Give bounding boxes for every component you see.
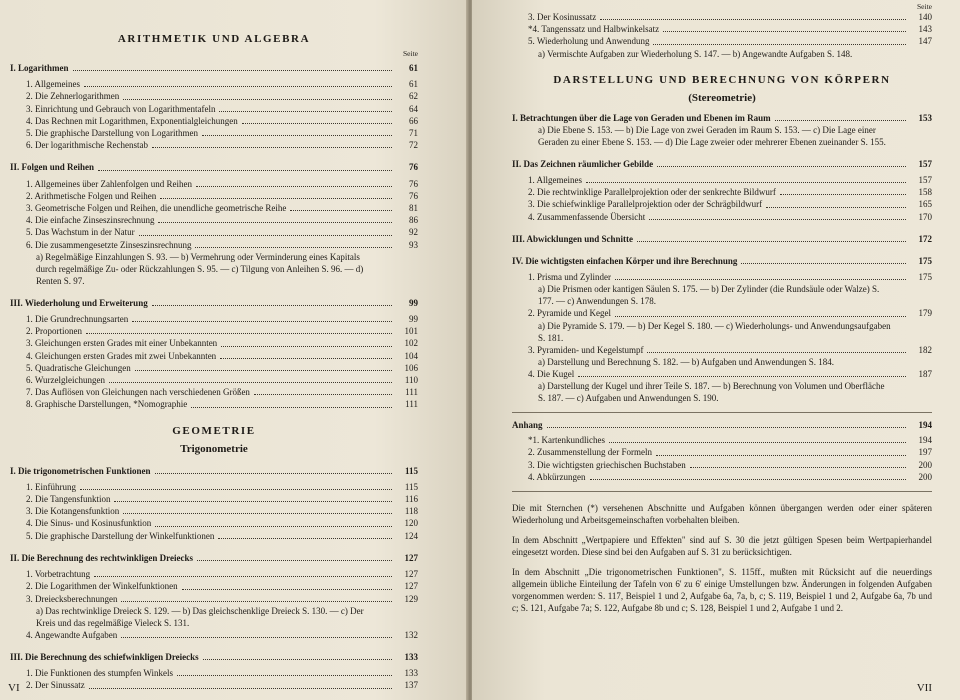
toc-entry-title: 1. Allgemeines über Zahlenfolgen und Reihen — [26, 178, 192, 189]
dot-leader — [653, 44, 906, 45]
dot-leader — [197, 560, 392, 561]
page-number: 62 — [409, 91, 418, 102]
toc-chapter-title: I. Betrachtungen über die Lage von Geraden und Ebenen im Raum — [512, 112, 771, 123]
toc-entry-title: 2. Pyramide und Kegel — [528, 308, 611, 319]
page-number: 143 — [918, 24, 932, 35]
dot-leader — [780, 194, 906, 195]
page-number: 172 — [918, 233, 932, 244]
page-number: 120 — [404, 518, 418, 529]
toc-entry — [10, 313, 418, 325]
dot-leader — [586, 182, 906, 183]
toc-chapter-title: III. Wiederholung und Erweiterung — [10, 297, 148, 308]
toc-entry — [10, 667, 418, 679]
toc-entry — [512, 271, 932, 283]
toc-entry-title: 5. Quadratische Gleichungen — [26, 362, 131, 373]
toc-chapter — [10, 651, 418, 663]
toc-chapter — [10, 297, 418, 309]
toc-entry — [10, 374, 418, 386]
dot-leader — [578, 376, 906, 377]
toc-entry-title: 4. Das Rechnen mit Logarithmen, Exponentialgleichungen — [26, 115, 238, 126]
page-number: 81 — [409, 203, 418, 214]
dot-leader — [132, 321, 392, 322]
toc-entry-title: 1. Allgemeines — [528, 175, 582, 186]
arithmetik-toc — [10, 58, 418, 411]
dot-leader — [656, 455, 906, 456]
page-number: 111 — [405, 387, 418, 398]
dot-leader — [590, 479, 907, 480]
toc-entry — [10, 593, 418, 605]
toc-entry-title: 3. Die schiefwinklige Parallelprojektion oder der Schrägbildwurf — [528, 199, 763, 210]
toc-entry-title: 5. Wiederholung und Anwendung — [528, 36, 650, 47]
toc-entry — [512, 35, 932, 47]
toc-entry — [10, 127, 418, 139]
toc-entry-title: 1. Vorbetrachtung — [26, 569, 91, 580]
toc-entry-title: 1. Die Funktionen des stumpfen Winkels — [26, 668, 173, 679]
dot-leader — [177, 675, 392, 676]
page-number: 200 — [918, 459, 932, 470]
dot-leader — [155, 473, 393, 474]
toc-entry — [10, 350, 418, 362]
toc-chapter-title: IV. Die wichtigsten einfachen Körper und ihre Berechnung — [512, 256, 738, 267]
toc-entry — [10, 398, 418, 410]
dot-leader — [649, 219, 906, 220]
toc-entry-title: 4. Gleichungen ersten Grades mit zwei Unbekannten — [26, 350, 217, 361]
toc-entry — [10, 568, 418, 580]
page-number: 93 — [409, 239, 418, 250]
toc-entry-title: 3. Gleichungen ersten Grades mit einer Unbekannten — [26, 338, 218, 349]
page-number: 175 — [918, 272, 932, 283]
dot-leader — [254, 394, 392, 395]
toc-chapter — [10, 552, 418, 564]
dot-leader — [202, 135, 392, 136]
toc-entry-title: 6. Der logarithmische Rechenstab — [26, 140, 148, 151]
page-number: 61 — [409, 79, 418, 90]
note-paragraph: In dem Abschnitt „Wertpapiere und Effekten" sind auf S. 30 die jetzt gültigen Spesen beim Wertpapierhandel eingesetzt worden. Diese sind bei den Aufgaben auf S. 31 zu berücksichtigen. — [512, 535, 932, 558]
page-number: 86 — [409, 215, 418, 226]
dot-leader — [152, 305, 392, 306]
toc-entry-title: 4. Zusammenfassende Übersicht — [528, 211, 646, 222]
page-number: 197 — [918, 447, 932, 458]
toc-entry — [512, 307, 932, 319]
dot-leader — [242, 123, 392, 124]
page-number: 111 — [405, 399, 418, 410]
toc-subnote: a) Darstellung und Berechnung S. 182. — b) Aufgaben und Anwendungen S. 184. — [538, 356, 834, 367]
toc-entry — [10, 214, 418, 226]
toc-chapter — [512, 158, 932, 170]
toc-entry — [512, 368, 932, 380]
dot-leader — [84, 86, 392, 87]
toc-entry — [10, 115, 418, 127]
dot-leader — [615, 279, 906, 280]
toc-subnote: a) Die Ebene S. 153. — b) Die Lage von zwei Geraden im Raum S. 153. — c) Die Lage einer Geraden zu einer Ebene S. 153. — d) Die Lage zweier oder mehrerer Ebenen zueinander S. 155. — [538, 124, 886, 147]
toc-subnote: a) Darstellung der Kugel und ihrer Teile S. 187. — b) Berechnung von Volumen und Oberfläche S. 187. — c) Aufgaben und Anwendungen S. 190. — [538, 381, 885, 404]
toc-entry — [512, 23, 932, 35]
dot-leader — [637, 241, 906, 242]
dot-leader — [615, 316, 906, 317]
page-number: 99 — [409, 314, 418, 325]
page-number: 194 — [918, 435, 932, 446]
toc-entry-title: 3. Der Kosinussatz — [528, 12, 597, 22]
toc-entry — [512, 11, 932, 23]
dot-leader — [73, 70, 393, 71]
toc-entry-title: 3. Einrichtung und Gebrauch von Logarithmentafeln — [26, 103, 216, 114]
toc-entry-title: 4. Die Kugel — [528, 368, 575, 379]
toc-entry-title: 4. Angewandte Aufgaben — [26, 629, 118, 640]
geometrie-heading: GEOMETRIE — [172, 424, 256, 437]
toc-entry-title: 1. Allgemeines — [26, 79, 80, 90]
stereometrie-toc — [512, 108, 932, 404]
toc-entry — [10, 493, 418, 505]
dot-leader — [195, 247, 392, 248]
toc-chapter — [512, 419, 932, 431]
seite-label-right: Seite — [917, 2, 932, 11]
page-number: 129 — [404, 593, 418, 604]
toc-chapter-title: III. Abwicklungen und Schnitte — [512, 233, 634, 244]
toc-chapter-title: II. Folgen und Reihen — [10, 162, 95, 173]
toc-entry — [10, 580, 418, 592]
toc-entry — [10, 239, 418, 251]
geometrie-toc — [10, 461, 418, 692]
dot-leader — [123, 99, 392, 100]
toc-chapter — [512, 255, 932, 267]
page-number: 200 — [918, 471, 932, 482]
notes-block — [512, 491, 932, 614]
anhang-toc — [512, 412, 932, 483]
page-number: 76 — [409, 178, 418, 189]
toc-entry — [10, 325, 418, 337]
toc-entry — [10, 505, 418, 517]
right-page — [472, 0, 960, 700]
toc-chapter-title: I. Die trigonometrischen Funktionen — [10, 465, 151, 476]
page-number: 165 — [918, 199, 932, 210]
page-number: 64 — [409, 103, 418, 114]
toc-chapter-title: II. Das Zeichnen räumlicher Gebilde — [512, 158, 654, 169]
page-number: 187 — [918, 368, 932, 379]
page-number: 158 — [918, 187, 932, 198]
dot-leader — [139, 235, 392, 236]
toc-chapter — [10, 62, 418, 74]
toc-entry-title: 2. Die Logarithmen der Winkelfunktionen — [26, 581, 178, 592]
dot-leader — [690, 467, 906, 468]
stereometrie-subheading: (Stereometrie) — [688, 91, 756, 104]
dot-leader — [98, 170, 392, 171]
toc-entry — [512, 198, 932, 210]
page-number: 170 — [918, 211, 932, 222]
note-paragraph: In dem Abschnitt „Die trigonometrischen Funktionen", S. 115ff., mußten mit Rücksicht auf die neuerdings allgemein übliche Einteilung der Tafeln von 6' zu 6' einige Umstellungen bzw. Änderungen in folgenden Aufgaben vorgenommen werden: S. 117, Beispiel 1 und 2, Aufgabe 6a, 7a, b, c; S. 119, Beispiel 1 und 2, Aufgabe 6a, 7b und c; S. 121, Aufgabe 7a; S. 122, Aufgabe 8b und c; S. 128, Beispiel 1 und 2, Aufgabe 1 und 2. — [512, 567, 932, 614]
dot-leader — [121, 601, 392, 602]
toc-entry-title: 2. Der Sinussatz — [26, 680, 85, 691]
dot-leader — [657, 166, 906, 167]
page-number: 102 — [404, 338, 418, 349]
page-number: 137 — [404, 680, 418, 691]
toc-entry-title: 2. Proportionen — [26, 326, 82, 337]
toc-entry-title: 6. Die zusammengesetzte Zinseszinsrechnung — [26, 239, 192, 250]
folio-left: VI — [8, 682, 20, 694]
dot-leader — [123, 513, 392, 514]
page-number: 194 — [918, 420, 932, 431]
toc-entry — [512, 446, 932, 458]
toc-entry-title: 2. Die Tangensfunktion — [26, 494, 111, 505]
toc-entry — [10, 530, 418, 542]
page-number: 153 — [918, 112, 932, 123]
dot-leader — [155, 526, 392, 527]
page-number: 127 — [404, 569, 418, 580]
toc-entry — [512, 434, 932, 446]
toc-chapter-title: III. Die Berechnung des schiefwinkligen Dreiecks — [10, 651, 199, 662]
toc-entry-title: 2. Die rechtwinklige Parallelprojektion oder der senkrechte Bildwurf — [528, 187, 776, 198]
page-number: 157 — [918, 158, 932, 169]
dot-leader — [135, 370, 392, 371]
toc-entry — [10, 629, 418, 641]
toc-entry-title: 2. Arithmetische Folgen und Reihen — [26, 190, 157, 201]
dot-leader — [609, 442, 906, 443]
dot-leader — [741, 263, 906, 264]
trig-continuation-toc — [512, 11, 932, 60]
dot-leader — [158, 222, 392, 223]
dot-leader — [647, 352, 906, 353]
toc-entry-title: 2. Zusammenstellung der Formeln — [528, 447, 652, 458]
page-number: 133 — [404, 651, 418, 662]
dot-leader — [160, 198, 392, 199]
toc-subnote: a) Das rechtwinklige Dreieck S. 129. — b) Das gleichschenklige Dreieck S. 130. — c) Der Kreis und das regelmäßige Vieleck S. 131. — [36, 605, 364, 628]
toc-entry — [10, 337, 418, 349]
dot-leader — [94, 576, 392, 577]
koerper-heading: DARSTELLUNG UND BERECHNUNG VON KÖRPERN — [553, 73, 891, 86]
dot-leader — [89, 688, 392, 689]
toc-entry — [10, 190, 418, 202]
toc-entry-title: 3. Dreiecksberechnungen — [26, 593, 118, 604]
dot-leader — [663, 31, 906, 32]
dot-leader — [152, 147, 392, 148]
dot-leader — [191, 407, 392, 408]
page-number: 106 — [404, 362, 418, 373]
note-paragraph: Die mit Sternchen (*) versehenen Abschnitte und Aufgaben können übergangen werden oder einer späteren Wiederholung und Arbeitsgemeinschaften vorbehalten bleiben. — [512, 503, 932, 526]
dot-leader — [219, 111, 392, 112]
left-page — [0, 0, 468, 700]
toc-entry — [10, 202, 418, 214]
toc-entry-title: 3. Geometrische Folgen und Reihen, die unendliche geometrische Reihe — [26, 203, 287, 214]
page-number: 124 — [404, 530, 418, 541]
toc-entry-title: 5. Die graphische Darstellung von Logarithmen — [26, 128, 198, 139]
toc-entry-title: 5. Das Wachstum in der Natur — [26, 227, 135, 238]
dot-leader — [221, 346, 392, 347]
toc-entry — [512, 211, 932, 223]
toc-subnote: a) Vermischte Aufgaben zur Wiederholung S. 147. — b) Angewandte Aufgaben S. 148. — [538, 48, 853, 59]
toc-entry-title: 1. Prisma und Zylinder — [528, 272, 611, 283]
page-number: 116 — [404, 494, 418, 505]
toc-entry-title: 1. Einführung — [26, 481, 76, 492]
page-number: 72 — [409, 140, 418, 151]
page-number: 110 — [404, 375, 418, 386]
dot-leader — [766, 207, 906, 208]
toc-chapter — [512, 233, 932, 245]
dot-leader — [547, 427, 906, 428]
toc-entry — [10, 78, 418, 90]
page-number: 175 — [918, 256, 932, 267]
page-number: 76 — [409, 190, 418, 201]
toc-chapter-title: I. Logarithmen — [10, 63, 69, 73]
dot-leader — [121, 637, 392, 638]
toc-entry — [10, 103, 418, 115]
dot-leader — [109, 382, 392, 383]
dot-leader — [80, 489, 392, 490]
page-number: 127 — [404, 581, 418, 592]
dot-leader — [775, 120, 906, 121]
toc-entry-title: 4. Die einfache Zinseszinsrechnung — [26, 215, 155, 226]
dot-leader — [600, 19, 906, 20]
toc-entry — [512, 186, 932, 198]
page-number: 182 — [918, 344, 932, 355]
page-number: 157 — [918, 175, 932, 186]
toc-entry-title: 1. Die Grundrechnungsarten — [26, 314, 129, 325]
toc-entry-title: 8. Graphische Darstellungen, *Nomographie — [26, 399, 188, 410]
page-number: 92 — [409, 227, 418, 238]
toc-subnote: a) Die Prismen oder kantigen Säulen S. 175. — b) Der Zylinder (die Rundsäule oder Walze) S. 177. — c) Anwendungen S. 178. — [538, 284, 880, 307]
toc-entry-title: *1. Kartenkundliches — [528, 435, 605, 446]
page-number: 118 — [404, 506, 418, 517]
toc-entry — [10, 517, 418, 529]
toc-entry — [512, 174, 932, 186]
dot-leader — [220, 358, 392, 359]
toc-entry-title: 7. Das Auflösen von Gleichungen nach verschiedenen Größen — [26, 387, 250, 398]
page-number: 101 — [404, 326, 418, 337]
page-number: 147 — [918, 36, 932, 47]
dot-leader — [182, 589, 392, 590]
dot-leader — [203, 659, 392, 660]
dot-leader — [86, 333, 392, 334]
toc-entry — [10, 481, 418, 493]
toc-subnote: a) Regelmäßige Einzahlungen S. 93. — b) Vermehrung oder Verminderung eines Kapitals durch regelmäßige Zu- oder Rückzahlungen S. 95. — c) Tilgung von Anleihen S. 96. — d) Renten S. 97. — [36, 251, 364, 286]
page-number: 71 — [409, 128, 418, 139]
toc-entry-title: 3. Die wichtigsten griechischen Buchstaben — [528, 459, 686, 470]
dot-leader — [196, 186, 392, 187]
page-number: 179 — [918, 308, 932, 319]
toc-entry-title: 2. Die Zehnerlogarithmen — [26, 91, 120, 102]
toc-chapter — [10, 161, 418, 173]
toc-entry — [512, 471, 932, 483]
toc-entry — [10, 90, 418, 102]
dot-leader — [218, 538, 392, 539]
toc-entry — [10, 178, 418, 190]
toc-entry — [10, 226, 418, 238]
toc-chapter-title: II. Die Berechnung des rechtwinkligen Dreiecks — [10, 552, 194, 563]
toc-entry — [10, 362, 418, 374]
page-number: 115 — [404, 465, 418, 476]
toc-entry-title: *4. Tangenssatz und Halbwinkelsatz — [528, 24, 660, 35]
toc-chapter-title: Anhang — [512, 420, 543, 431]
page-number: 133 — [404, 668, 418, 679]
folio-right: VII — [916, 682, 932, 694]
toc-entry-title: 3. Pyramiden- und Kegelstumpf — [528, 344, 644, 355]
page-number: 140 — [918, 12, 932, 22]
dot-leader — [290, 210, 392, 211]
toc-chapter — [10, 465, 418, 477]
page-number: 66 — [409, 115, 418, 126]
toc-entry-title: 5. Die graphische Darstellung der Winkelfunktionen — [26, 530, 215, 541]
trigonometrie-subheading: Trigonometrie — [180, 442, 248, 455]
page-number: 76 — [409, 162, 418, 173]
toc-entry — [10, 386, 418, 398]
toc-entry-title: 4. Abkürzungen — [528, 471, 586, 482]
toc-entry-title: 6. Wurzelgleichungen — [26, 375, 105, 386]
toc-entry — [512, 344, 932, 356]
seite-label: Seite — [403, 49, 418, 58]
page-number: 127 — [404, 552, 418, 563]
toc-entry-title: 3. Die Kotangensfunktion — [26, 506, 120, 517]
toc-subnote: a) Die Pyramide S. 179. — b) Der Kegel S. 180. — c) Wiederholungs- und Anwendungsaufgaben S. 181. — [538, 320, 891, 343]
arithmetik-heading: ARITHMETIK UND ALGEBRA — [117, 33, 311, 45]
toc-entry-title: 4. Die Sinus- und Kosinusfunktion — [26, 518, 152, 529]
page-number: 99 — [409, 297, 418, 308]
page-number: 104 — [404, 350, 418, 361]
toc-entry — [10, 139, 418, 151]
toc-chapter — [512, 112, 932, 124]
page-number: 61 — [409, 63, 418, 73]
dot-leader — [114, 501, 392, 502]
page-number: 132 — [404, 629, 418, 640]
page-number: 115 — [404, 481, 418, 492]
toc-entry — [512, 459, 932, 471]
toc-entry — [10, 679, 418, 691]
